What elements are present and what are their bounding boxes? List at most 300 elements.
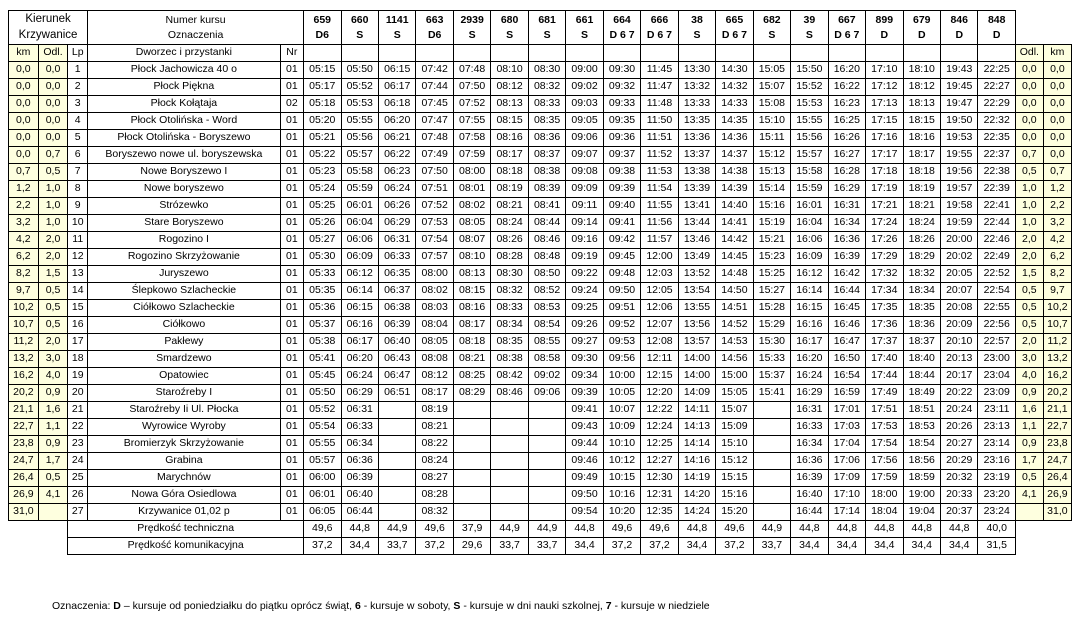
cell-km-left: 31,0 xyxy=(9,504,39,521)
cell-odl-left: 0,7 xyxy=(38,147,68,164)
cell-time: 08:46 xyxy=(491,385,528,402)
cell-time xyxy=(491,419,528,436)
cell-time: 15:21 xyxy=(753,232,790,249)
cell-time: 23:16 xyxy=(978,453,1015,470)
course-num: 666 xyxy=(650,14,669,27)
cell-time: 22:35 xyxy=(978,130,1015,147)
cell-time: 09:32 xyxy=(603,79,640,96)
cell-time: 06:20 xyxy=(378,113,415,130)
cell-time: 08:50 xyxy=(528,266,565,283)
course-num: 1141 xyxy=(385,14,409,27)
cell-odl-left: 0,5 xyxy=(38,300,68,317)
course-code: S xyxy=(768,28,776,41)
cell-time: 10:00 xyxy=(603,368,640,385)
cell-time: 06:33 xyxy=(378,249,415,266)
cell-time: 08:02 xyxy=(416,283,453,300)
cell-time: 08:32 xyxy=(528,79,565,96)
cell-time: 08:30 xyxy=(528,62,565,79)
course-num: 681 xyxy=(538,14,556,27)
cell-odl-right: 0,9 xyxy=(1015,385,1043,402)
cell-time: 18:53 xyxy=(903,419,940,436)
cell-time: 08:10 xyxy=(453,249,490,266)
cell-time: 09:33 xyxy=(603,96,640,113)
legend-code-6: 6 xyxy=(354,600,361,612)
cell-time: 08:16 xyxy=(491,130,528,147)
course-num: 664 xyxy=(613,14,631,27)
cell-time: 07:45 xyxy=(416,96,453,113)
summary-value: 33,7 xyxy=(753,538,790,555)
cell-time: 06:39 xyxy=(378,317,415,334)
cell-time: 18:15 xyxy=(903,113,940,130)
cell-time xyxy=(491,470,528,487)
cell-stop-name: Opatowiec xyxy=(88,368,280,385)
cell-km-right: 0,0 xyxy=(1043,113,1071,130)
cell-km-right: 24,7 xyxy=(1043,453,1071,470)
cell-time: 09:25 xyxy=(566,300,603,317)
cell-time: 15:57 xyxy=(791,147,828,164)
cell-lp: 17 xyxy=(68,334,88,351)
cell-time: 16:31 xyxy=(791,402,828,419)
cell-time: 15:07 xyxy=(716,402,753,419)
cell-time: 10:20 xyxy=(603,504,640,521)
cell-time: 08:16 xyxy=(453,300,490,317)
summary-spacer xyxy=(38,521,68,538)
cell-time: 05:30 xyxy=(304,249,341,266)
cell-time: 14:30 xyxy=(716,62,753,79)
cell-time: 13:44 xyxy=(678,215,715,232)
course-num: 848 xyxy=(987,14,1006,27)
cell-time: 15:33 xyxy=(753,351,790,368)
cell-km-left: 1,2 xyxy=(9,181,39,198)
cell-time: 07:54 xyxy=(416,232,453,249)
cell-time: 15:50 xyxy=(791,62,828,79)
cell-time: 14:00 xyxy=(678,351,715,368)
cell-km-right: 20,2 xyxy=(1043,385,1071,402)
table-row xyxy=(9,402,1072,419)
summary-value: 34,4 xyxy=(678,538,715,555)
cell-time: 07:47 xyxy=(416,113,453,130)
cell-time: 06:31 xyxy=(341,402,378,419)
cell-time: 17:44 xyxy=(866,368,903,385)
cell-time: 08:26 xyxy=(491,232,528,249)
summary-value: 49,6 xyxy=(416,521,453,538)
cell-time: 15:29 xyxy=(753,317,790,334)
table-row xyxy=(9,283,1072,300)
course-header-11 xyxy=(678,11,715,45)
cell-time xyxy=(378,487,415,504)
cell-km-left: 0,0 xyxy=(9,96,39,113)
course-header-7 xyxy=(528,11,565,45)
timetable xyxy=(8,10,1072,555)
cell-time: 18:13 xyxy=(903,96,940,113)
cell-time: 12:03 xyxy=(641,266,678,283)
cell-nr: 01 xyxy=(280,300,303,317)
summary-value: 34,4 xyxy=(903,538,940,555)
cell-lp: 21 xyxy=(68,402,88,419)
cell-time: 11:52 xyxy=(641,147,678,164)
cell-stop-name: Stare Boryszewo xyxy=(88,215,280,232)
cell-time xyxy=(491,504,528,521)
course-code: D6 xyxy=(427,28,442,41)
cell-nr: 01 xyxy=(280,487,303,504)
cell-odl-right: 0,0 xyxy=(1015,96,1043,113)
cell-time xyxy=(491,453,528,470)
cell-time: 08:18 xyxy=(453,334,490,351)
cell-nr: 01 xyxy=(280,181,303,198)
cell-time xyxy=(753,504,790,521)
direction-line1: Kierunek xyxy=(25,13,71,25)
cell-odl-left: 0,9 xyxy=(38,385,68,402)
cell-time: 15:12 xyxy=(753,147,790,164)
cell-time: 08:00 xyxy=(416,266,453,283)
cell-odl-right: 1,0 xyxy=(1015,181,1043,198)
cell-time: 06:18 xyxy=(378,96,415,113)
cell-odl-left: 4,1 xyxy=(38,487,68,504)
cell-km-left: 0,0 xyxy=(9,62,39,79)
cell-time: 15:05 xyxy=(716,385,753,402)
table-row xyxy=(9,215,1072,232)
cell-time: 22:25 xyxy=(978,62,1015,79)
cell-time: 05:52 xyxy=(341,79,378,96)
cell-time: 14:24 xyxy=(678,504,715,521)
cell-km-left: 2,2 xyxy=(9,198,39,215)
cell-time: 09:06 xyxy=(528,385,565,402)
summary-row xyxy=(9,538,1072,555)
cell-time: 22:55 xyxy=(978,300,1015,317)
cell-time: 06:01 xyxy=(341,198,378,215)
cell-time: 08:13 xyxy=(453,266,490,283)
cell-time: 16:36 xyxy=(791,453,828,470)
cell-time: 23:13 xyxy=(978,419,1015,436)
cell-time: 23:20 xyxy=(978,487,1015,504)
cell-time: 08:10 xyxy=(491,62,528,79)
cell-nr: 01 xyxy=(280,232,303,249)
cell-time: 08:28 xyxy=(416,487,453,504)
cell-nr: 01 xyxy=(280,147,303,164)
table-row xyxy=(9,487,1072,504)
cell-time: 15:23 xyxy=(753,249,790,266)
cell-time: 10:10 xyxy=(603,436,640,453)
cell-time: 08:29 xyxy=(453,385,490,402)
cell-odl-right: 0,0 xyxy=(1015,130,1043,147)
cell-time: 18:10 xyxy=(903,62,940,79)
cell-time: 08:04 xyxy=(416,317,453,334)
cell-time: 05:17 xyxy=(304,79,341,96)
cell-time: 08:08 xyxy=(416,351,453,368)
cell-time: 16:34 xyxy=(791,436,828,453)
cell-time xyxy=(453,419,490,436)
cell-time: 12:05 xyxy=(641,283,678,300)
cell-time: 05:24 xyxy=(304,181,341,198)
cell-time: 12:00 xyxy=(641,249,678,266)
cell-time: 06:15 xyxy=(378,62,415,79)
cell-time: 05:36 xyxy=(304,300,341,317)
cell-km-left: 4,2 xyxy=(9,232,39,249)
cell-km-right: 3,2 xyxy=(1043,215,1071,232)
table-row xyxy=(9,351,1072,368)
cell-time: 16:04 xyxy=(791,215,828,232)
cell-time: 07:49 xyxy=(416,147,453,164)
cell-time: 22:38 xyxy=(978,164,1015,181)
cell-odl-right: 1,0 xyxy=(1015,198,1043,215)
cell-odl-left: 0,9 xyxy=(38,436,68,453)
legend-text-d: – kursuje od poniedziałku do piątku oprócz świąt, xyxy=(123,600,353,612)
cell-stop-name: Płock Jachowicza 40 o xyxy=(88,62,280,79)
cell-time: 09:54 xyxy=(566,504,603,521)
cell-time: 19:59 xyxy=(941,215,978,232)
cell-km-left: 10,7 xyxy=(9,317,39,334)
cell-time: 09:53 xyxy=(603,334,640,351)
cell-time: 14:11 xyxy=(678,402,715,419)
cell-nr: 01 xyxy=(280,215,303,232)
cell-time: 06:16 xyxy=(341,317,378,334)
cell-time: 16:39 xyxy=(828,249,865,266)
table-row xyxy=(9,453,1072,470)
cell-km-right: 26,9 xyxy=(1043,487,1071,504)
cell-time: 08:46 xyxy=(528,232,565,249)
cell-time: 18:26 xyxy=(903,232,940,249)
cell-time: 17:15 xyxy=(866,113,903,130)
cell-lp: 6 xyxy=(68,147,88,164)
cell-odl-left: 0,5 xyxy=(38,164,68,181)
cell-time: 14:13 xyxy=(678,419,715,436)
cell-time: 18:36 xyxy=(903,317,940,334)
cell-time: 22:57 xyxy=(978,334,1015,351)
cell-km-left: 0,0 xyxy=(9,147,39,164)
cell-time: 08:42 xyxy=(491,368,528,385)
cell-time: 16:25 xyxy=(828,113,865,130)
cell-time: 06:43 xyxy=(378,351,415,368)
table-row xyxy=(9,79,1072,96)
cell-time: 15:20 xyxy=(716,504,753,521)
cell-time: 09:02 xyxy=(528,368,565,385)
cell-time xyxy=(453,470,490,487)
cell-time: 06:04 xyxy=(341,215,378,232)
course-header-13 xyxy=(753,11,790,45)
cell-time: 17:03 xyxy=(828,419,865,436)
cell-lp: 20 xyxy=(68,385,88,402)
cell-stop-name: Boryszewo nowe ul. boryszewska xyxy=(88,147,280,164)
cell-nr: 01 xyxy=(280,402,303,419)
cell-stop-name: Płock Piękna xyxy=(88,79,280,96)
summary-spacer xyxy=(1015,521,1043,538)
summary-value: 34,4 xyxy=(566,538,603,555)
summary-value: 44,8 xyxy=(678,521,715,538)
cell-time: 08:15 xyxy=(453,283,490,300)
cell-time: 17:09 xyxy=(828,470,865,487)
cell-km-right: 6,2 xyxy=(1043,249,1071,266)
cell-time: 06:31 xyxy=(378,232,415,249)
course-header-10 xyxy=(641,11,678,45)
cell-time: 09:27 xyxy=(566,334,603,351)
cell-time: 07:50 xyxy=(453,79,490,96)
cell-time: 09:48 xyxy=(603,266,640,283)
cell-time: 05:45 xyxy=(304,368,341,385)
summary-spacer xyxy=(38,538,68,555)
cell-lp: 1 xyxy=(68,62,88,79)
cell-odl-right: 1,1 xyxy=(1015,419,1043,436)
cell-stop-name: Nowa Góra Osiedlowa xyxy=(88,487,280,504)
cell-time: 13:32 xyxy=(678,79,715,96)
course-header-2 xyxy=(341,11,378,45)
cell-km-left: 0,0 xyxy=(9,113,39,130)
cell-time: 08:44 xyxy=(528,215,565,232)
cell-time: 14:51 xyxy=(716,300,753,317)
cell-time: 09:16 xyxy=(566,232,603,249)
cell-time: 13:57 xyxy=(678,334,715,351)
cell-stop-name: Marychnów xyxy=(88,470,280,487)
cell-time: 14:35 xyxy=(716,113,753,130)
cell-time: 16:17 xyxy=(791,334,828,351)
cell-time: 08:53 xyxy=(528,300,565,317)
cell-lp: 2 xyxy=(68,79,88,96)
cell-time: 06:21 xyxy=(378,130,415,147)
cell-time: 06:09 xyxy=(341,249,378,266)
cell-time: 13:39 xyxy=(678,181,715,198)
cell-time: 16:45 xyxy=(828,300,865,317)
course-num: 660 xyxy=(350,14,369,27)
cell-time: 08:00 xyxy=(453,164,490,181)
course-code: D 6 7 xyxy=(646,28,673,41)
cell-time: 15:16 xyxy=(753,198,790,215)
cell-time: 17:53 xyxy=(866,419,903,436)
cell-time: 19:55 xyxy=(941,147,978,164)
cell-time: 07:42 xyxy=(416,62,453,79)
summary-value: 44,8 xyxy=(903,521,940,538)
cell-time xyxy=(753,402,790,419)
cell-odl-right: 1,7 xyxy=(1015,453,1043,470)
cell-lp: 5 xyxy=(68,130,88,147)
cell-odl-right: 2,0 xyxy=(1015,334,1043,351)
cell-time: 09:38 xyxy=(603,164,640,181)
cell-time: 09:50 xyxy=(603,283,640,300)
legend-code-s: S xyxy=(453,600,461,612)
cell-time: 20:29 xyxy=(941,453,978,470)
cell-time: 20:26 xyxy=(941,419,978,436)
cell-time: 16:31 xyxy=(828,198,865,215)
cell-time: 19:04 xyxy=(903,504,940,521)
cell-odl-left: 0,0 xyxy=(38,130,68,147)
cell-time xyxy=(491,402,528,419)
cell-time xyxy=(528,470,565,487)
cell-time: 11:54 xyxy=(641,181,678,198)
cell-time: 08:17 xyxy=(491,147,528,164)
cell-km-right: 31,0 xyxy=(1043,504,1071,521)
cell-time: 22:52 xyxy=(978,266,1015,283)
cell-time: 08:05 xyxy=(416,334,453,351)
summary-value: 49,6 xyxy=(716,521,753,538)
cell-time xyxy=(378,419,415,436)
cell-time: 09:46 xyxy=(566,453,603,470)
cell-km-left: 13,2 xyxy=(9,351,39,368)
cell-time: 15:11 xyxy=(753,130,790,147)
cell-odl-right: 0,0 xyxy=(1015,62,1043,79)
cell-time: 19:56 xyxy=(941,164,978,181)
cell-time: 14:32 xyxy=(716,79,753,96)
cell-km-left: 0,7 xyxy=(9,164,39,181)
summary-spacer xyxy=(1015,538,1043,555)
course-header-16 xyxy=(866,11,903,45)
cell-km-right: 0,0 xyxy=(1043,147,1071,164)
course-code: D xyxy=(992,28,1001,41)
cell-time: 16:24 xyxy=(791,368,828,385)
cell-time: 15:08 xyxy=(753,96,790,113)
cell-lp: 11 xyxy=(68,232,88,249)
cell-time: 13:41 xyxy=(678,198,715,215)
cell-time: 16:15 xyxy=(791,300,828,317)
cell-time: 10:15 xyxy=(603,470,640,487)
cell-time: 09:03 xyxy=(566,96,603,113)
cell-nr: 01 xyxy=(280,164,303,181)
cell-time: 17:40 xyxy=(866,351,903,368)
cell-time: 18:40 xyxy=(903,351,940,368)
cell-time: 10:05 xyxy=(603,385,640,402)
cell-time: 16:44 xyxy=(828,283,865,300)
cell-time: 19:53 xyxy=(941,130,978,147)
cell-time: 09:35 xyxy=(603,113,640,130)
cell-time: 09:41 xyxy=(566,402,603,419)
cell-stop-name: Grabina xyxy=(88,453,280,470)
cell-time xyxy=(453,504,490,521)
cell-time: 09:14 xyxy=(566,215,603,232)
table-row xyxy=(9,368,1072,385)
cell-lp: 27 xyxy=(68,504,88,521)
cell-km-right: 9,7 xyxy=(1043,283,1071,300)
cell-time: 11:51 xyxy=(641,130,678,147)
cell-time: 08:32 xyxy=(491,283,528,300)
cell-km-left: 24,7 xyxy=(9,453,39,470)
summary-spacer xyxy=(9,521,39,538)
cell-time: 22:27 xyxy=(978,79,1015,96)
cell-odl-left: 3,0 xyxy=(38,351,68,368)
summary-value: 34,4 xyxy=(941,538,978,555)
cell-time: 15:41 xyxy=(753,385,790,402)
cell-time: 06:01 xyxy=(304,487,341,504)
cell-time: 16:14 xyxy=(791,283,828,300)
cell-time: 05:18 xyxy=(304,96,341,113)
cell-time: 08:22 xyxy=(416,436,453,453)
cell-time: 23:19 xyxy=(978,470,1015,487)
cell-stop-name: Bromierzyk Skrzyżowanie xyxy=(88,436,280,453)
cell-time: 13:37 xyxy=(678,147,715,164)
cell-time: 16:06 xyxy=(791,232,828,249)
cell-time: 17:26 xyxy=(866,232,903,249)
table-row xyxy=(9,198,1072,215)
table-row xyxy=(9,385,1072,402)
course-code: S xyxy=(805,28,813,41)
table-row xyxy=(9,334,1072,351)
cell-time: 16:16 xyxy=(791,317,828,334)
legend-text-s: - kursuje w dni nauki szkolnej, xyxy=(463,600,603,612)
course-code: D6 xyxy=(315,28,329,41)
cell-time: 08:21 xyxy=(491,198,528,215)
cell-stop-name: Ciółkowo xyxy=(88,317,280,334)
cell-time xyxy=(753,419,790,436)
cell-odl-left: 1,1 xyxy=(38,419,68,436)
cell-time: 22:37 xyxy=(978,147,1015,164)
cell-time: 15:00 xyxy=(716,368,753,385)
cell-lp: 14 xyxy=(68,283,88,300)
cell-time xyxy=(753,453,790,470)
summary-label: Prędkość techniczna xyxy=(68,521,304,538)
course-header-6 xyxy=(491,11,528,45)
cell-time: 08:07 xyxy=(453,232,490,249)
cell-nr: 01 xyxy=(280,436,303,453)
cell-time: 09:00 xyxy=(566,62,603,79)
cell-km-left: 26,4 xyxy=(9,470,39,487)
cell-lp: 12 xyxy=(68,249,88,266)
cell-time: 05:55 xyxy=(341,113,378,130)
